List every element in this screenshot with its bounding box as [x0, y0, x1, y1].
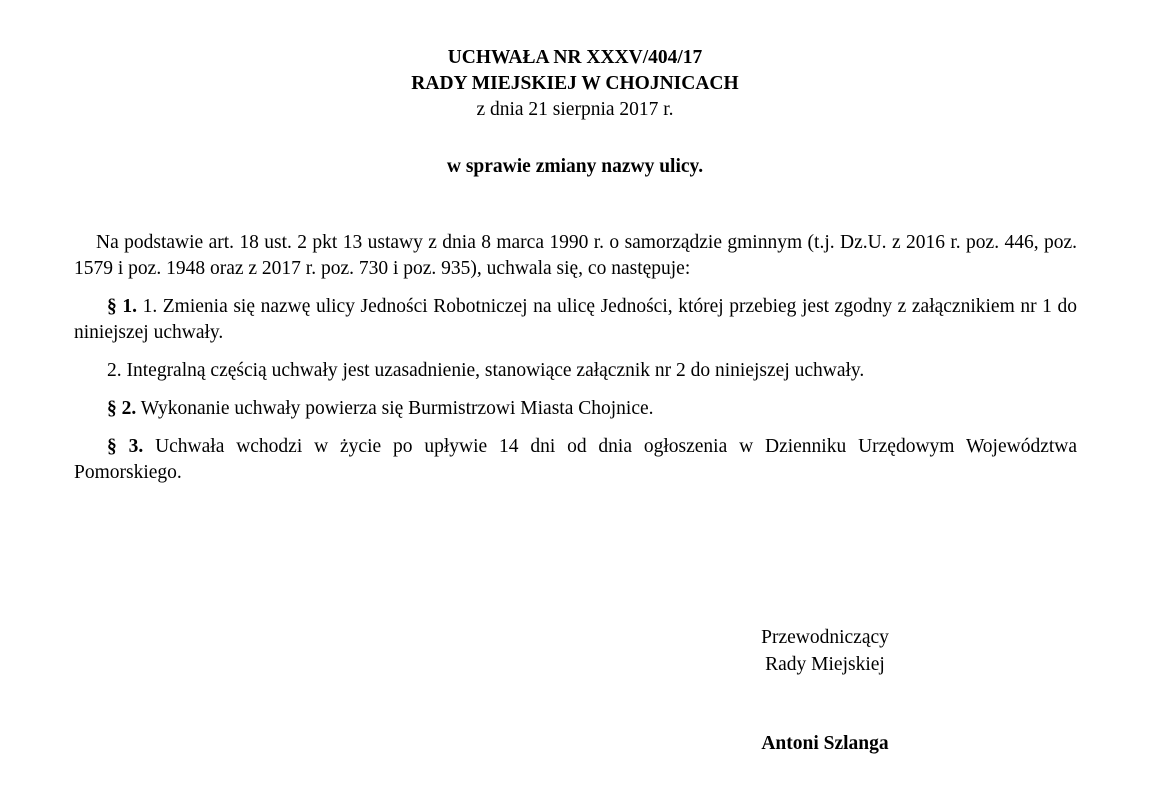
- resolution-subject: w sprawie zmiany nazwy ulicy.: [446, 156, 704, 177]
- council-name: RADY MIEJSKIEJ W CHOJNICACH: [411, 73, 739, 94]
- resolution-number: UCHWAŁA NR XXXV/404/17: [447, 47, 703, 68]
- section-marker: § 1.: [107, 296, 137, 317]
- section-marker: § 2.: [107, 398, 137, 419]
- signatory-title-line-2: Rady Miejskiej: [765, 654, 885, 675]
- section-marker: § 3.: [107, 436, 144, 457]
- section-1-point-1: [74, 294, 1077, 346]
- section-text: 1. Zmienia się nazwę ulicy Jedności Robotniczej na ulicę Jedności, której przebieg jest zgodny z załącznikiem nr 1 do niniejszej uchwały.: [74, 296, 1078, 343]
- section-text: Uchwała wchodzi w życie po upływie 14 dni od dnia ogłoszenia w Dzienniku Urzędowym Województwa Pomorskiego.: [74, 436, 1077, 483]
- signatory-name: Antoni Szlanga: [761, 733, 889, 754]
- section-1-point-2: [74, 358, 1077, 384]
- signatory-title: [700, 624, 950, 678]
- signatory-title-line-1: Przewodniczący: [761, 627, 889, 648]
- section-text: Wykonanie uchwały powierza się Burmistrzowi Miasta Chojnice.: [140, 398, 654, 419]
- section-3: [74, 434, 1077, 486]
- section-2: [74, 396, 1077, 422]
- document-body: [74, 230, 1077, 498]
- preamble: Na podstawie art. 18 ust. 2 pkt 13 ustawy z dnia 8 marca 1990 r. o samorządzie gminnym (t.j. Dz.U. z 2016 r. poz. 446, poz. 1579 i poz. 1948 oraz z 2017 r. poz. 730 i poz. 935), uchwala się, co następuje:: [74, 232, 1077, 279]
- document-header: [0, 45, 1150, 123]
- resolution-date: z dnia 21 sierpnia 2017 r.: [476, 99, 674, 120]
- section-text: 2. Integralną częścią uchwały jest uzasadnienie, stanowiące załącznik nr 2 do niniejszej uchwały.: [107, 360, 865, 381]
